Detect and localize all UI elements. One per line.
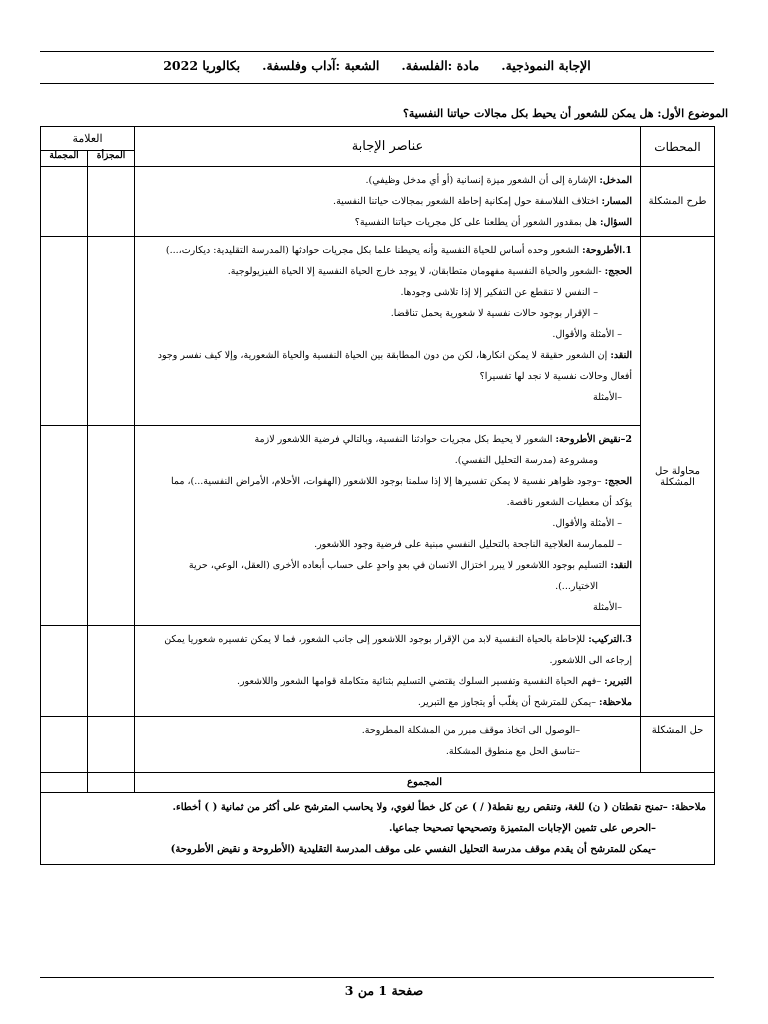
mark-partial-total <box>88 773 135 793</box>
thesis-critique: إن الشعور حقيقة لا يمكن انكارها، لكن من دون المطابقة بين الحياة النفسية والحياة الشعورية، وإلا كيف نفسر وجود <box>157 350 611 361</box>
row-problem-statement <box>41 167 715 237</box>
antithesis-text-cont: ومشروعة (مدرسة التحليل النفسي). <box>454 455 599 466</box>
topic-question: الموضوع الأول: هل يمكن للشعور أن يحيط بكل مجالات حياتنا النفسية؟ <box>403 107 728 120</box>
header-mark: العلامة <box>41 127 135 151</box>
synthesis-text-cont: إرجاعه الى اللاشعور. <box>549 655 633 666</box>
answer-table <box>40 126 715 865</box>
antithesis-critique-key: النقد: <box>610 560 633 571</box>
conclusion-line-1: –الوصول الى اتخاذ موقف مبرر من المشكلة المطروحة. <box>361 725 581 736</box>
justification-text: –فهم الحياة النفسية وتفسير السلوك يقتضي التسليم بثنائية متكاملة قوامها الشعور واللاشعور. <box>236 676 605 687</box>
thesis-argument-2: – النفس لا تنقطع عن التفكير إلا إذا تلاشى وجودها. <box>400 287 599 298</box>
mark-total-cell <box>41 167 88 237</box>
row-total <box>41 773 715 793</box>
row-synthesis <box>41 626 715 717</box>
notes-content <box>41 793 715 865</box>
notes-line-3: –يمكن للمترشح أن يقدم موقف مدرسة التحليل النفسي على موقف المدرسة التقليدية (الأطروحة و نقيض الأطروحة) <box>170 844 657 855</box>
exam-header <box>40 58 714 74</box>
header-total: المجملة <box>41 151 88 167</box>
antithesis-text: الشعور لا يحيط بكل مجريات حوادثنا النفسية، وبالتالي فرضية اللاشعور لازمة <box>254 434 556 445</box>
conclusion-content <box>135 717 641 773</box>
thesis-critique-cont: أفعال وحالات نفسية لا نجد لها تفسيرا؟ <box>479 371 633 382</box>
question-key: السؤال: <box>600 217 633 228</box>
synthesis-note: –يمكن للمترشح أن يغلّب أو يتجاوز مع التبرير. <box>417 697 599 708</box>
header-elements: عناصر الإجابة <box>135 127 641 167</box>
intro-key: المدخل: <box>599 175 633 186</box>
total-label: المجموع <box>135 773 715 793</box>
thesis-arguments-key: الحجج: <box>604 266 633 277</box>
mark-total-cell <box>41 626 88 717</box>
mark-total-cell <box>41 426 88 626</box>
antithesis-key: 2–نقيض الأطروحة: <box>555 434 633 445</box>
header-exam: بكالوريا 2022 <box>163 58 241 73</box>
question-text: هل بمقدور الشعور أن يطلعنا على كل مجريات حياتنا النفسية؟ <box>354 217 601 228</box>
mark-partial-cell <box>88 626 135 717</box>
mark-total-cell <box>41 237 88 426</box>
header-subject: مادة :الفلسفة. <box>401 58 480 73</box>
mark-grand-total <box>41 773 88 793</box>
row-thesis <box>41 237 715 426</box>
notes-line-2: –الحرص على تثمين الإجابات المتميزة وتصحيحها تصحيحا جماعيا. <box>388 823 657 834</box>
synthesis-text: للإحاطة بالحياة النفسية لابد من الإقرار بوجود اللاشعور إلى جانب الشعور، فما لا يمكن تفسيره شعوريا يمكن <box>164 634 589 645</box>
mark-partial-cell <box>88 237 135 426</box>
header-title: الإجابة النموذجية. <box>501 58 591 73</box>
synthesis-key: 3.التركيب: <box>588 634 633 645</box>
header-stages: المحطات <box>641 127 715 167</box>
antithesis-critique-cont: الاختيار...). <box>555 581 599 592</box>
notes-key: ملاحظة: <box>671 802 707 813</box>
thesis-examples: – الأمثلة والأقوال. <box>552 329 623 340</box>
mark-total-cell <box>41 717 88 773</box>
intro-content <box>135 167 641 237</box>
row-antithesis <box>41 426 715 626</box>
header-partial: المجزأة <box>88 151 135 167</box>
antithesis-critique-examples: –الأمثلة <box>593 602 623 613</box>
row-notes <box>41 793 715 865</box>
justification-key: التبرير: <box>604 676 633 687</box>
stage-attempt-solution: محاولة حل المشكلة <box>641 237 715 717</box>
footer-rule <box>40 977 714 978</box>
antithesis-arguments-key: الحجج: <box>604 476 633 487</box>
thesis-text: الشعور وحده أساس للحياة النفسية وأنه يحيطنا علما بكل مجريات حوادثها (المدرسة التقليدية: ديكارت،...) <box>165 245 583 256</box>
thesis-key: 1.الأطروحة: <box>582 245 633 256</box>
thesis-argument-3: – الإقرار بوجود حالات نفسية لا شعورية يحمل تناقضا. <box>390 308 599 319</box>
page-number: صفحة 1 من 3 <box>344 983 424 998</box>
synthesis-note-key: ملاحظة: <box>598 697 633 708</box>
stage-problem-statement: طرح المشكلة <box>641 167 715 237</box>
path-text: اختلاف الفلاسفة حول إمكانية إحاطة الشعور بمجالات حياتنا النفسية. <box>333 196 602 207</box>
header-top-rule <box>40 51 714 52</box>
path-key: المسار: <box>601 196 633 207</box>
mark-partial-cell <box>88 167 135 237</box>
header-branch: الشعبة :آداب وفلسفة. <box>262 58 380 73</box>
conclusion-line-2: –تناسق الحل مع منطوق المشكلة. <box>445 746 581 757</box>
header-bottom-rule <box>40 83 714 84</box>
thesis-critique-key: النقد: <box>610 350 633 361</box>
thesis-content <box>135 237 641 426</box>
mark-partial-cell <box>88 426 135 626</box>
antithesis-content <box>135 426 641 626</box>
thesis-argument-1: -الشعور والحياة النفسية مفهومان متطابقان، لا يوجد خارج الحياة النفسية إلا الحياة الفيزيولوجية. <box>227 266 605 277</box>
antithesis-examples: – الأمثلة والأقوال. <box>552 518 623 529</box>
antithesis-argument-2: – للممارسة العلاجية الناجحة بالتحليل النفسي مبنية على فرضية وجود اللاشعور. <box>314 539 623 550</box>
mark-partial-cell <box>88 717 135 773</box>
synthesis-content <box>135 626 641 717</box>
stage-solution: حل المشكلة <box>641 717 715 773</box>
intro-text: الإشارة إلى أن الشعور ميزة إنسانية (أو أي مدخل وظيفي). <box>365 175 600 186</box>
antithesis-argument-1: –وجود ظواهر نفسية لا يمكن تفسيرها إلا إذا سلمنا بوجود اللاشعور (الهفوات، الأحلام، الأمراض النفسية...)، مما <box>170 476 605 487</box>
antithesis-critique: التسليم بوجود اللاشعور لا يبرر اختزال الانسان في بعدٍ واحدٍ على حساب أبعاده الأخرى (العقل، الوعي، حرية <box>188 560 611 571</box>
thesis-critique-examples: –الأمثلة <box>593 392 623 403</box>
antithesis-argument-1-cont: يؤكد أن معطيات الشعور ناقصة. <box>506 497 633 508</box>
row-conclusion <box>41 717 715 773</box>
notes-line-1: –تمنح نقطتان ( ن) للغة، وتنقص ربع نقطة( / ) عن كل خطأ لغوي، ولا يحاسب المترشح على أكثر من ثمانية ( ) أخطاء. <box>172 802 672 813</box>
